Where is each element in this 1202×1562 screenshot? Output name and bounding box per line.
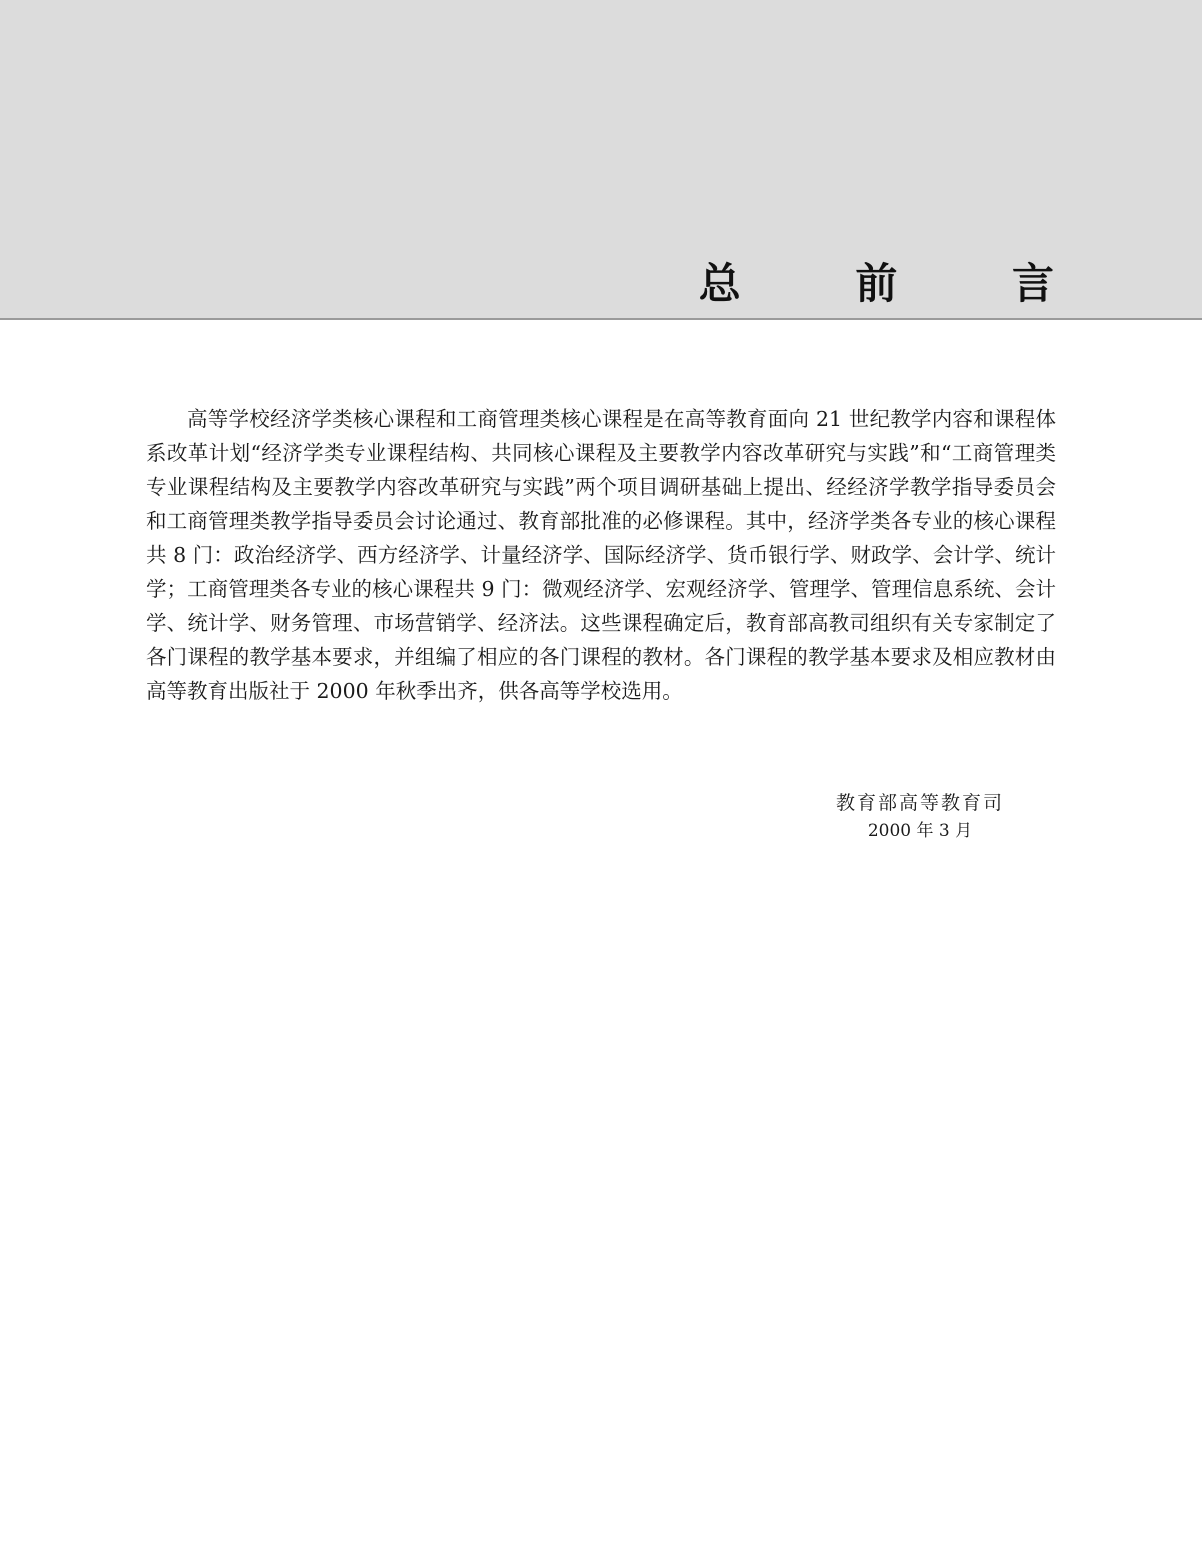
signature-organization: 教育部高等教育司: [835, 792, 1004, 814]
body-paragraph: 高等学校经济学类核心课程和工商管理类核心课程是在高等教育面向 21 世纪教学内容和课程体系改革计划“经济学类专业课程结构、共同核心课程及主要教学内容改革研究与实践”和“工商管理类专业课程结构及主要教学内容改革研究与实践”两个项目调研基础上提出、经经济学教学指导委员会和工商管理类教学指导委员会讨论通过、教育部批准的必修课程。其中，经济学类各专业的核心课程共 8 门：政治经济学、西方经济学、计量经济学、国际经济学、货币银行学、财政学、会计学、统计学；工商管理类各专业的核心课程共 9 门：微观经济学、宏观经济学、管理学、管理信息系统、会计学、统计学、财务管理、市场营销学、经济法。这些课程确定后，教育部高教司组织有关专家制定了各门课程的教学基本要求，并组编了相应的各门课程的教材。各门课程的教学基本要求及相应教材由高等教育出版社于 2000 年秋季出齐，供各高等学校选用。: [146, 407, 1056, 703]
header-band: [0, 0, 1202, 320]
signature-block: [820, 788, 1020, 844]
signature-date: 2000 年 3 月: [867, 821, 973, 841]
page-title: 总 前 言: [698, 259, 1104, 308]
